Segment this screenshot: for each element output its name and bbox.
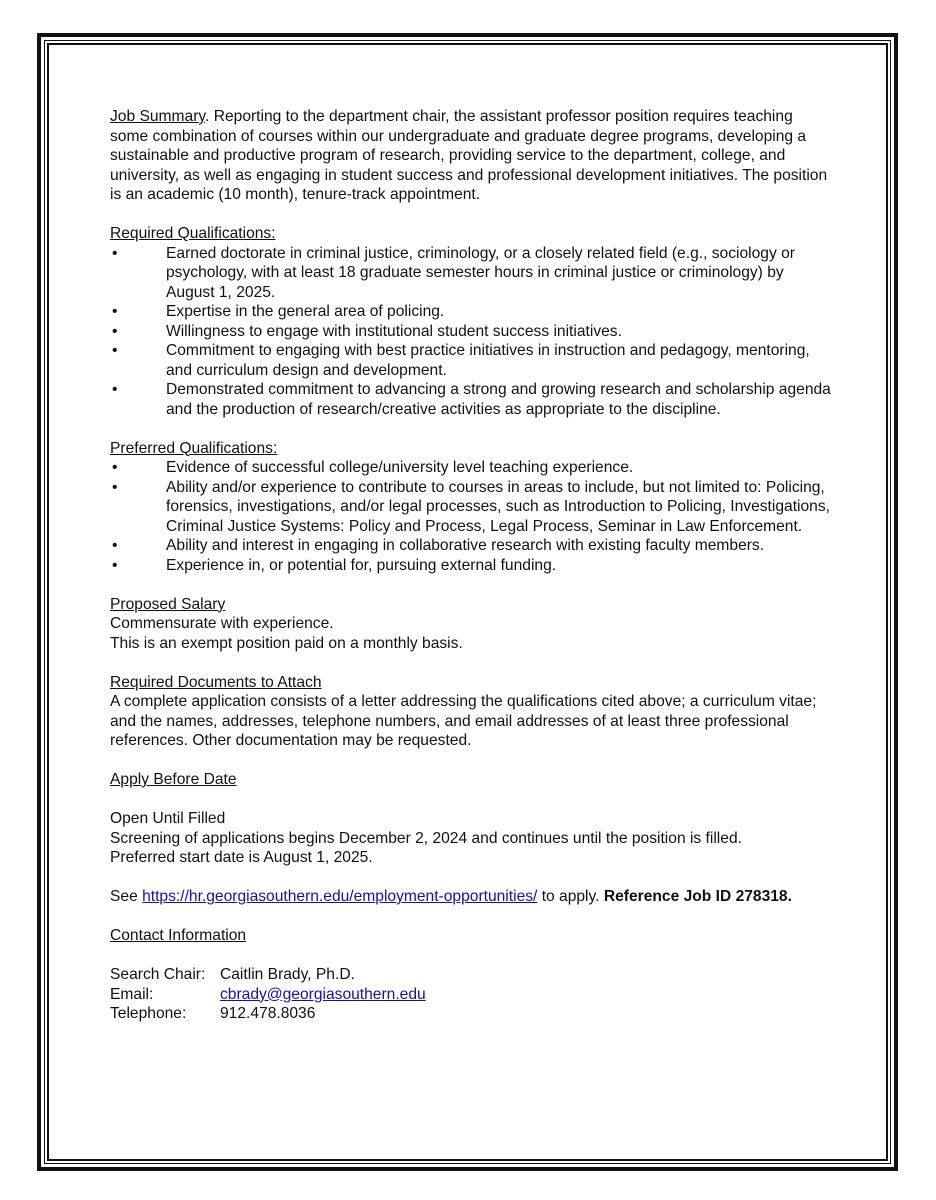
list-item: • Demonstrated commitment to advancing a strong and growing research and scholarship agenda and the production of research/creative activities as appropriate to the discipline.	[110, 380, 835, 419]
list-item: • Commitment to engaging with best practice initiatives in instruction and pedagogy, mentoring, and curriculum design and development.	[110, 341, 835, 380]
list-item: • Experience in, or potential for, pursuing external funding.	[110, 556, 835, 576]
phone-value: 912.478.8036	[220, 1005, 316, 1022]
chair-label: Search Chair:	[110, 966, 206, 983]
job-summary-heading: Job Summary	[110, 108, 206, 125]
salary-line-1: Commensurate with experience.	[110, 615, 334, 632]
employment-link[interactable]: https://hr.georgiasouthern.edu/employment-opportunities/	[142, 888, 538, 905]
salary-heading: Proposed Salary	[110, 595, 226, 613]
document-body	[110, 107, 835, 1024]
list-item: • Ability and interest in engaging in collaborative research with existing faculty members.	[110, 536, 835, 556]
list-item: • Evidence of successful college/university level teaching experience.	[110, 458, 835, 478]
list-item: • Willingness to engage with institutional student success initiatives.	[110, 322, 835, 342]
email-link[interactable]: cbrady@georgiasouthern.edu	[220, 985, 426, 1003]
apply-line-3: Preferred start date is August 1, 2025.	[110, 849, 373, 866]
list-item: • Expertise in the general area of policing.	[110, 302, 835, 322]
to-apply-text: to apply.	[537, 888, 604, 905]
apply-line-2: Screening of applications begins December 2, 2024 and continues until the position is filled.	[110, 829, 742, 847]
chair-value: Caitlin Brady, Ph.D.	[220, 966, 355, 983]
preferred-qualifications-list	[110, 458, 835, 575]
documents-heading: Required Documents to Attach	[110, 673, 322, 691]
contact-heading: Contact Information	[110, 927, 247, 944]
documents-text: A complete application consists of a letter addressing the qualifications cited above; a curriculum vitae; and the names, addresses, telephone numbers, and email addresses of at least three professional references. Other documentation may be requested.	[110, 693, 817, 749]
list-item: • Earned doctorate in criminal justice, criminology, or a closely related field (e.g., sociology or psychology, with at least 18 graduate semester hours in criminal justice or criminology) by August 1, 2025.	[110, 244, 835, 303]
contact-chair-row	[110, 965, 835, 985]
contact-phone-row	[110, 1004, 835, 1024]
reference-job-id: Reference Job ID 278318.	[603, 888, 792, 905]
required-qualifications-heading: Required Qualifications:	[110, 225, 276, 242]
salary-line-2: This is an exempt position paid on a monthly basis.	[110, 634, 463, 652]
apply-instructions	[110, 887, 835, 907]
email-label: Email:	[110, 985, 154, 1003]
apply-heading: Apply Before Date	[110, 771, 237, 788]
required-qualifications-list	[110, 244, 835, 420]
apply-line-1: Open Until Filled	[110, 810, 226, 827]
list-item: • Ability and/or experience to contribute to courses in areas to include, but not limited to: Policing, forensics, investigations, and/or legal processes, such as Introduction to Policing, Investigations, Criminal Justice Systems: Policy and Process, Legal Process, Seminar in Law Enforcement.	[110, 478, 835, 537]
job-summary-text: . Reporting to the department chair, the assistant professor position requires teaching some combination of courses within our undergraduate and graduate degree programs, developing a sustainable and productive program of research, providing service to the department, college, and university, as well as engaging in student success and professional development initiatives. The position is an academic (10 month), tenure-track appointment.	[110, 108, 828, 203]
contact-email-row	[110, 985, 835, 1005]
see-text: See	[110, 888, 143, 905]
preferred-qualifications-heading: Preferred Qualifications:	[110, 439, 278, 457]
phone-label: Telephone:	[110, 1005, 187, 1022]
job-summary-paragraph	[110, 107, 835, 205]
